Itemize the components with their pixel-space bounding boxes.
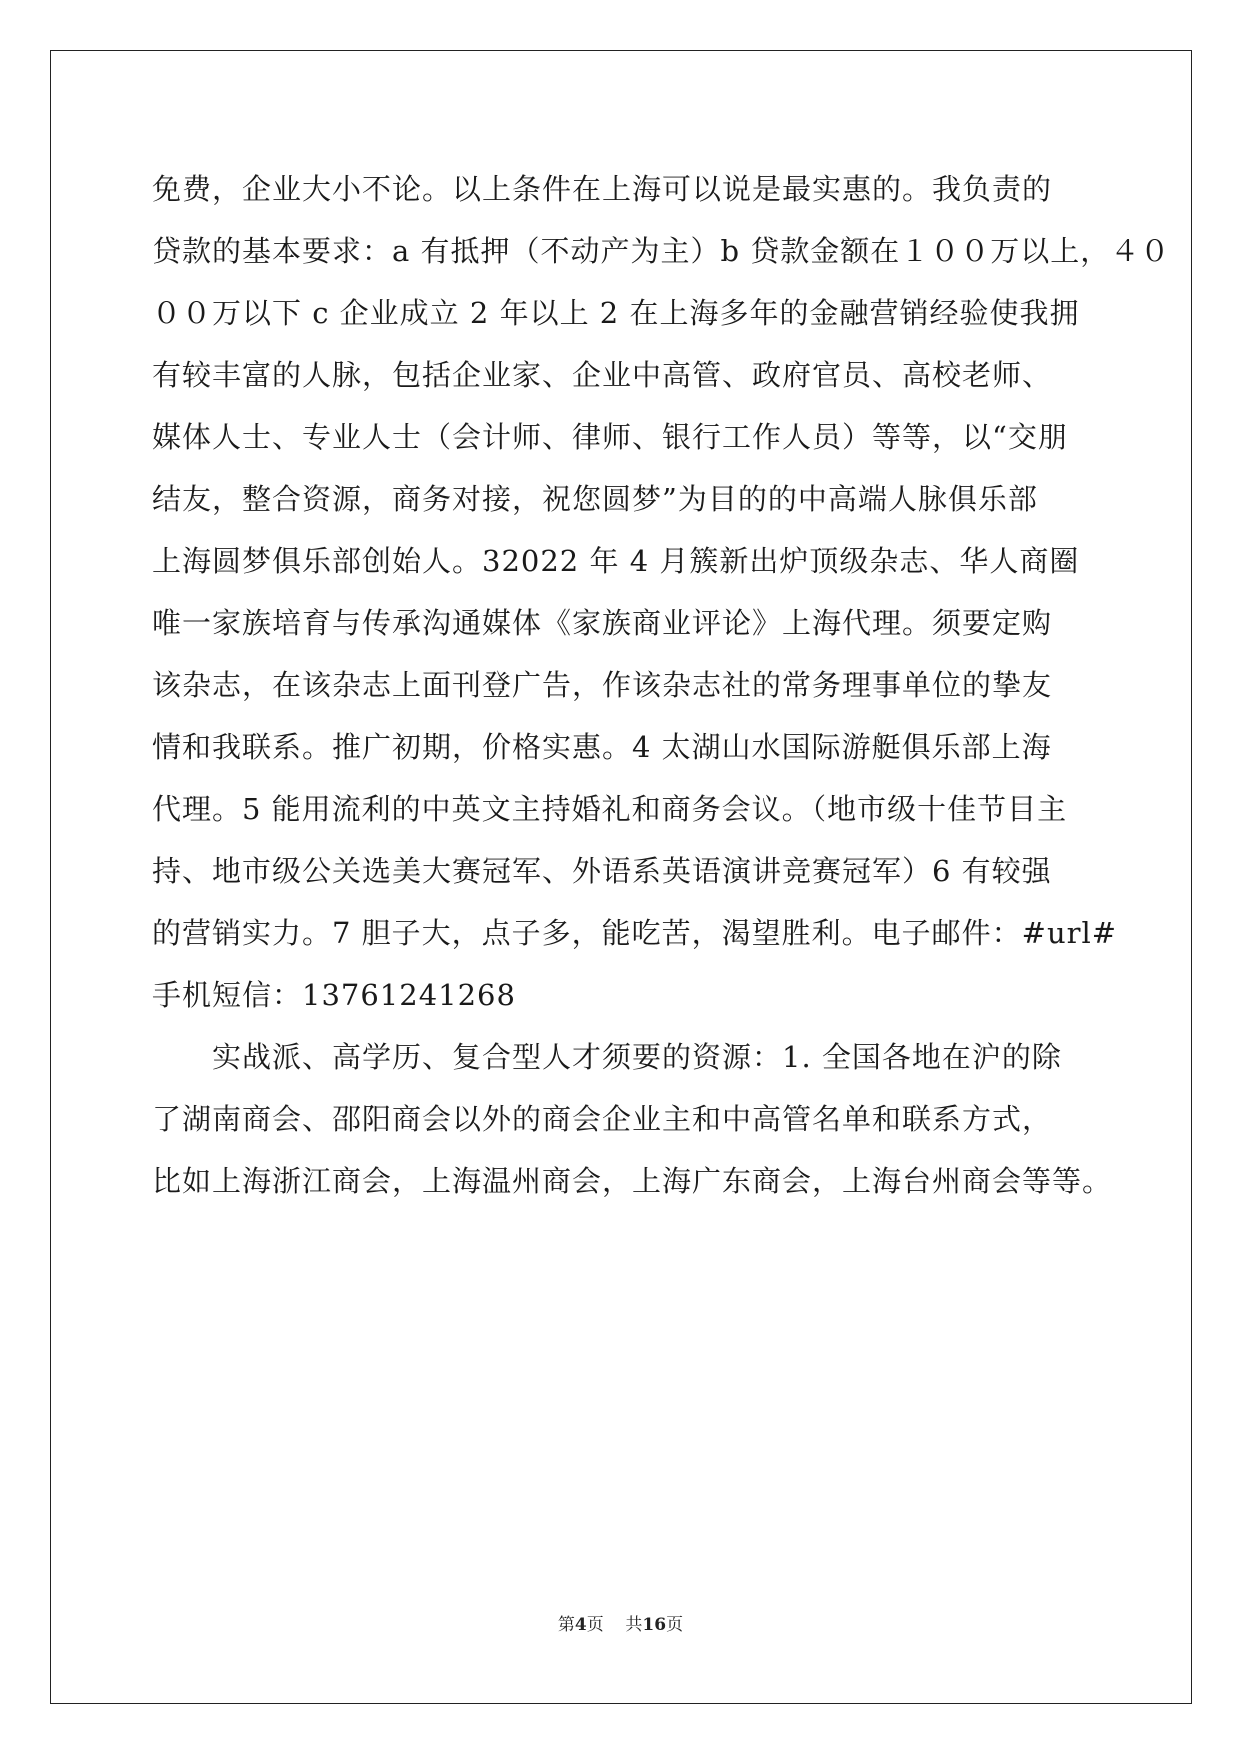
text-line: 上海圆梦俱乐部创始人。32022 年 4 月簇新出炉顶级杂志、华人商圈 [152, 544, 1080, 578]
text-line: 免费，企业大小不论。以上条件在上海可以说是最实惠的。我负责的 [152, 172, 1053, 206]
footer-page-number: 4 [574, 1615, 587, 1635]
footer-page-suffix: 页 [586, 1615, 604, 1635]
footer-total-suffix: 页 [666, 1615, 684, 1635]
text-line: 该杂志，在该杂志上面刊登广告，作该杂志社的常务理事单位的挚友 [152, 668, 1053, 702]
text-line: 情和我联系。推广初期，价格实惠。4 太湖山水国际游艇俱乐部上海 [152, 730, 1052, 764]
text-line: 媒体人士、专业人士（会计师、律师、银行工作人员）等等，以“交朋 [152, 420, 1068, 454]
text-line: 了湖南商会、邵阳商会以外的商会企业主和中高管名单和联系方式， [152, 1102, 1053, 1136]
page-footer [0, 1610, 1241, 1635]
text-line: 贷款的基本要求：a 有抵押（不动产为主）b 贷款金额在１００万以上，４０ [152, 234, 1171, 268]
footer-total-prefix: 共 [625, 1615, 643, 1635]
text-line: 持、地市级公关选美大赛冠军、外语系英语演讲竞赛冠军）6 有较强 [152, 854, 1052, 888]
footer-total-pages: 16 [642, 1615, 667, 1635]
text-line: 代理。5 能用流利的中英文主持婚礼和商务会议。（地市级十佳节目主 [152, 792, 1068, 826]
text-line: 有较丰富的人脉，包括企业家、企业中高管、政府官员、高校老师、 [152, 358, 1053, 392]
text-line: ００万以下 c 企业成立 2 年以上 2 在上海多年的金融营销经验使我拥 [152, 296, 1080, 330]
document-body [152, 158, 1171, 1212]
text-line: 实战派、高学历、复合型人才须要的资源：1. 全国各地在沪的除 [152, 1040, 1062, 1074]
text-line: 的营销实力。7 胆子大，点子多，能吃苦，渴望胜利。电子邮件：#url# [152, 916, 1118, 950]
text-line: 手机短信：13761241268 [152, 978, 516, 1012]
text-line: 结友，整合资源，商务对接，祝您圆梦”为目的的中高端人脉俱乐部 [152, 482, 1038, 516]
text-line: 唯一家族培育与传承沟通媒体《家族商业评论》上海代理。须要定购 [152, 606, 1053, 640]
text-line: 比如上海浙江商会，上海温州商会，上海广东商会，上海台州商会等等。 [152, 1164, 1113, 1198]
footer-page-prefix: 第 [557, 1615, 575, 1635]
